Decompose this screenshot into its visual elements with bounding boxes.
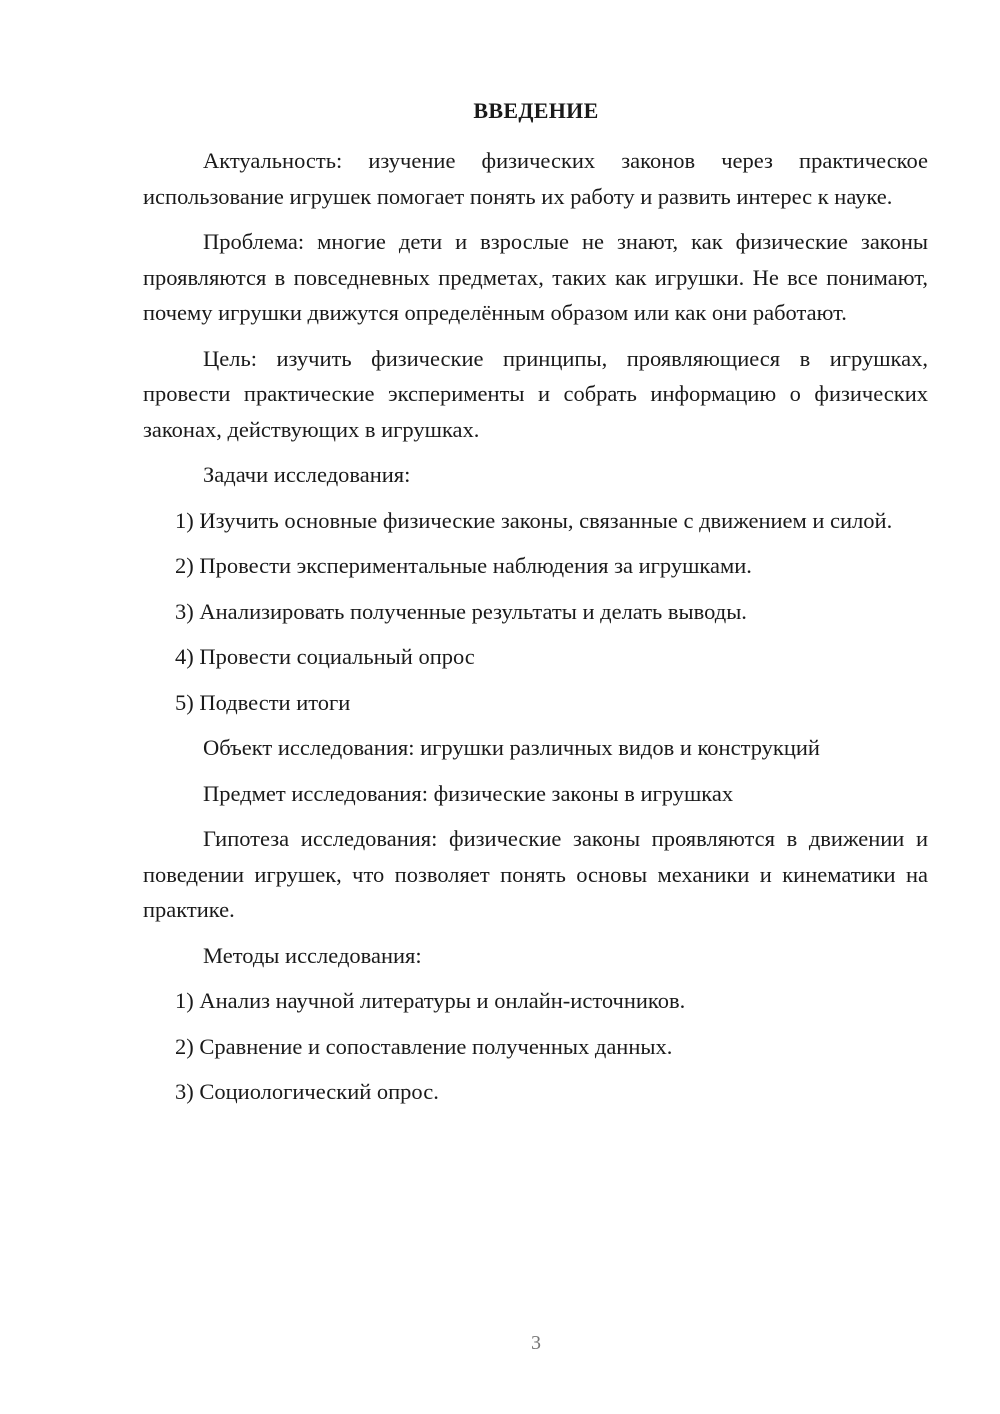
document-body	[143, 143, 928, 1120]
list-item: 3) Анализировать полученные результаты и делать выводы.	[175, 598, 747, 624]
paragraph-subject: Предмет исследования: физические законы в игрушках	[203, 780, 734, 806]
methods-heading: Методы исследования:	[203, 942, 422, 968]
paragraph-relevance: Актуальность: изучение физических законов через практическое использование игрушек помогает понять их работу и развить интерес к науке.	[143, 148, 928, 209]
list-item: 3) Социологический опрос.	[175, 1079, 439, 1104]
tasks-heading: Задачи исследования:	[203, 462, 411, 487]
list-item: 1) Анализ научной литературы и онлайн-источников.	[175, 988, 686, 1013]
paragraph-object: Объект исследования: игрушки различных видов и конструкций	[203, 735, 820, 760]
list-item: 2) Провести экспериментальные наблюдения за игрушками.	[175, 553, 752, 578]
paragraph-goal: Цель: изучить физические принципы, проявляющиеся в игрушках, провести практические эксперименты и собрать информацию о физических законах, действующих в игрушках.	[143, 345, 928, 442]
paragraph-hypothesis: Гипотеза исследования: физические законы проявляются в движении и поведении игрушек, что позволяет понять основы механики и кинематики на практике.	[143, 826, 928, 922]
page-number: 3	[531, 1332, 541, 1354]
paragraph-problem: Проблема: многие дети и взрослые не знают, как физические законы проявляются в повседневных предметах, таких как игрушки. Не все понимают, почему игрушки движутся определённым образом или как они работают.	[143, 229, 928, 325]
list-item: 2) Сравнение и сопоставление полученных данных.	[175, 1033, 673, 1059]
list-item: 4) Провести социальный опрос	[175, 644, 475, 669]
list-item: 5) Подвести итоги	[175, 689, 351, 715]
list-item: 1) Изучить основные физические законы, связанные с движением и силой.	[175, 507, 893, 533]
page-title: ВВЕДЕНИЕ	[473, 98, 599, 123]
